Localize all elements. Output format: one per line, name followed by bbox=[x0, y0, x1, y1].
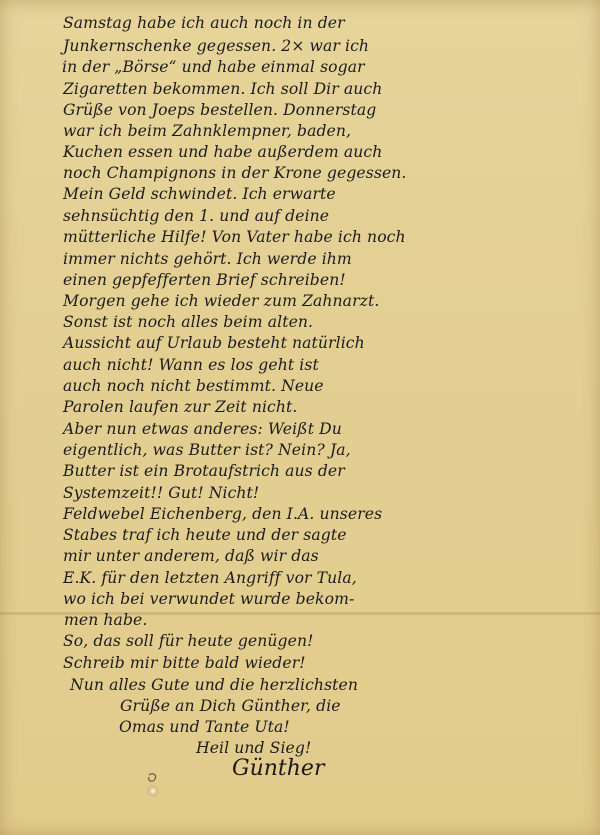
letter-line: einen gepfefferten Brief schreiben! bbox=[63, 271, 346, 289]
letter-line: Parolen laufen zur Zeit nicht. bbox=[63, 398, 298, 416]
letter-line: Zigaretten bekommen. Ich soll Dir auch bbox=[63, 80, 383, 98]
letter-line: sehnsüchtig den 1. und auf deine bbox=[63, 207, 330, 225]
letter-line: war ich beim Zahnklempner, baden, bbox=[63, 122, 352, 140]
letter-line: Butter ist ein Brotaufstrich aus der bbox=[63, 462, 345, 480]
letter-line: Omas und Tante Uta! bbox=[119, 718, 290, 736]
letter-line: Systemzeit!! Gut! Nicht! bbox=[63, 484, 260, 502]
letter-line: Grüße an Dich Günther, die bbox=[120, 697, 341, 715]
letter-line: Feldwebel Eichenberg, den I.A. unseres bbox=[63, 505, 383, 523]
letter-line: Grüße von Joeps bestellen. Donnerstag bbox=[63, 101, 377, 119]
letter-line: E.K. für den letzten Angriff vor Tula, bbox=[63, 569, 357, 587]
letter-line: noch Champignons in der Krone gegessen. bbox=[63, 164, 407, 182]
letter-line: immer nichts gehört. Ich werde ihm bbox=[63, 250, 352, 268]
letter-line: Nun alles Gute und die herzlichsten bbox=[70, 676, 359, 694]
letter-line: Morgen gehe ich wieder zum Zahnarzt. bbox=[63, 292, 380, 310]
letter-line: Aussicht auf Urlaub besteht natürlich bbox=[63, 334, 365, 352]
letter-line: in der „Börse“ und habe einmal sogar bbox=[62, 58, 365, 76]
signature: Günther bbox=[232, 756, 325, 781]
archive-stamp-icon bbox=[143, 771, 163, 801]
letter-line: mir unter anderem, daß wir das bbox=[63, 547, 319, 565]
letter-line: Samstag habe ich auch noch in der bbox=[63, 14, 345, 32]
letter-line: eigentlich, was Butter ist? Nein? Ja, bbox=[63, 441, 351, 459]
letter-line: So, das soll für heute genügen! bbox=[63, 632, 314, 650]
letter-line: Kuchen essen und habe außerdem auch bbox=[63, 143, 383, 161]
letter-line: Schreib mir bitte bald wieder! bbox=[63, 654, 306, 672]
letter-line: auch noch nicht bestimmt. Neue bbox=[63, 377, 324, 395]
letter-line: Mein Geld schwindet. Ich erwarte bbox=[63, 185, 336, 203]
letter-line: wo ich bei verwundet wurde bekom- bbox=[63, 590, 355, 608]
letter-line: Aber nun etwas anderes: Weißt Du bbox=[63, 420, 342, 438]
letter-line: Stabes traf ich heute und der sagte bbox=[63, 526, 347, 544]
letter-line: mütterliche Hilfe! Von Vater habe ich noch bbox=[63, 228, 406, 246]
letter-line: Sonst ist noch alles beim alten. bbox=[63, 313, 314, 331]
letter-line: Heil und Sieg! bbox=[196, 739, 312, 757]
letter-line: Junkernschenke gegessen. 2× war ich bbox=[63, 37, 370, 55]
letter-line: auch nicht! Wann es los geht ist bbox=[63, 356, 319, 374]
letter-line: men habe. bbox=[64, 611, 148, 629]
